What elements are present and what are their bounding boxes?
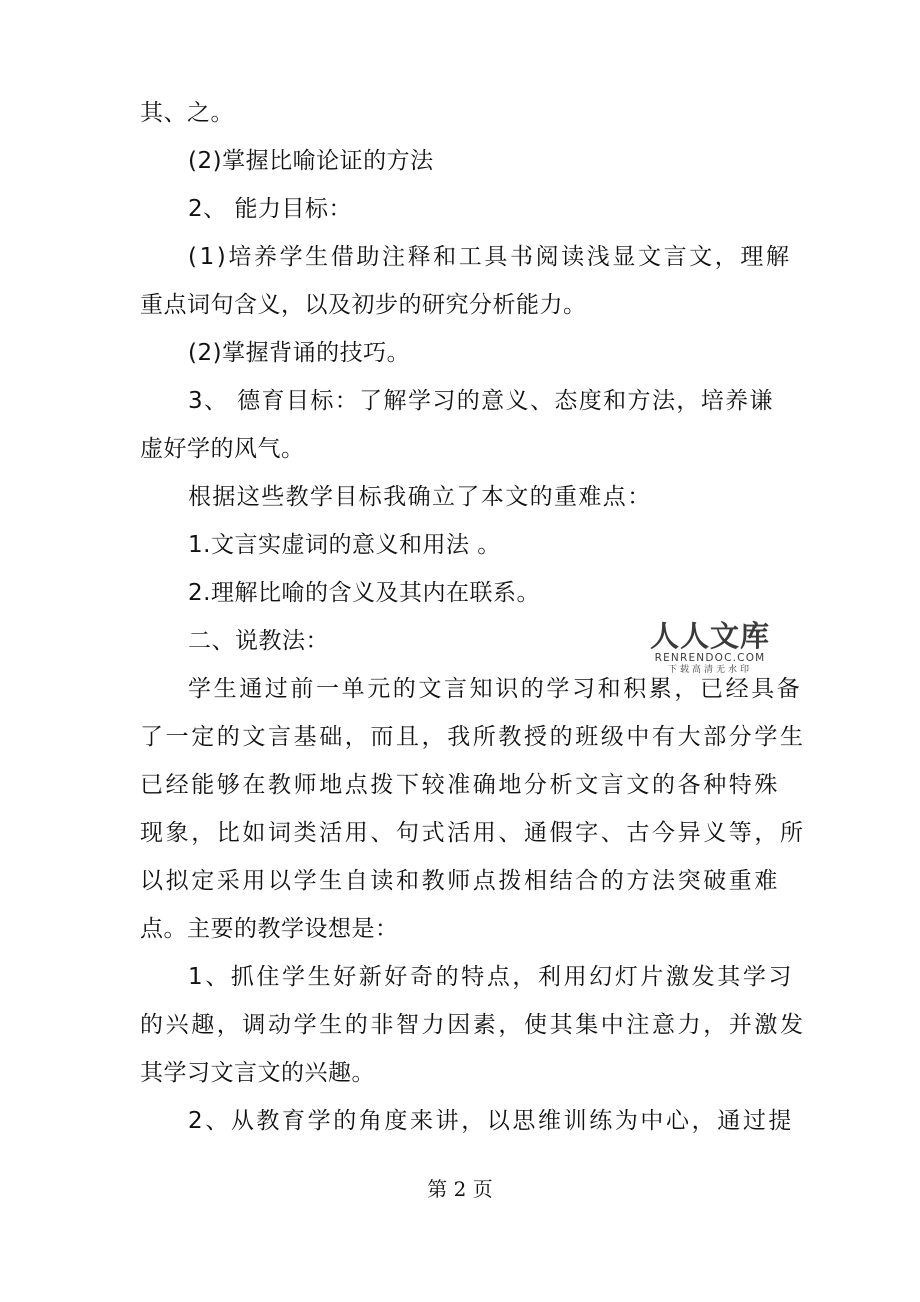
text-line: 1.文言实虚词的意义和用法 。 — [188, 532, 501, 558]
watermark-subtitle: 下载高清无水印 — [667, 665, 752, 675]
text-line: 2.理解比喻的含义及其内在联系。 — [188, 580, 540, 606]
text-line: 重点词句含义，以及初步的研究分析能力。 — [140, 292, 587, 318]
text-line: 以拟定采用以学生自读和教师点拨相结合的方法突破重难 — [140, 868, 780, 894]
watermark-title: 人人文库 — [649, 619, 770, 653]
text-line: 2、 能力目标： — [188, 196, 352, 222]
text-line: 2、从教育学的角度来讲，以思维训练为中心，通过提 — [188, 1108, 795, 1134]
text-line: 虚好学的风气。 — [140, 436, 305, 462]
text-line: (1)培养学生借助注释和工具书阅读浅显文言文，理解 — [188, 244, 792, 270]
text-line: 的兴趣，调动学生的非智力因素，使其集中注意力，并激发 — [140, 1012, 806, 1038]
text-line: 3、 德育目标：了解学习的意义、态度和方法，培养谦 — [188, 388, 774, 414]
text-line: 其学习文言文的兴趣。 — [140, 1060, 375, 1086]
page-number: 第 2 页 — [427, 1177, 493, 1201]
text-line: 现象，比如词类活用、句式活用、通假字、古今异义等，所 — [140, 820, 806, 846]
text-line: (2)掌握背诵的技巧。 — [188, 340, 411, 366]
watermark-domain: RENRENDOC.COM — [654, 652, 766, 664]
text-line: 根据这些教学目标我确立了本文的重难点： — [188, 484, 652, 510]
text-line: 点。主要的教学设想是： — [140, 916, 399, 942]
text-line: 1、抓住学生好新好奇的特点，利用幻灯片激发其学习 — [188, 964, 795, 990]
text-line: 已经能够在教师地点拨下较准确地分析文言文的各种特殊 — [140, 772, 780, 798]
text-line: (2)掌握比喻论证的方法 — [188, 148, 434, 174]
text-line: 二、说教法： — [188, 628, 329, 654]
text-line: 其、之。 — [140, 100, 234, 126]
text-line: 学生通过前一单元的文言知识的学习和积累，已经具备 — [188, 676, 803, 702]
text-line: 了一定的文言基础，而且，我所教授的班级中有大部分学生 — [140, 724, 806, 750]
watermark-logo — [648, 620, 772, 676]
